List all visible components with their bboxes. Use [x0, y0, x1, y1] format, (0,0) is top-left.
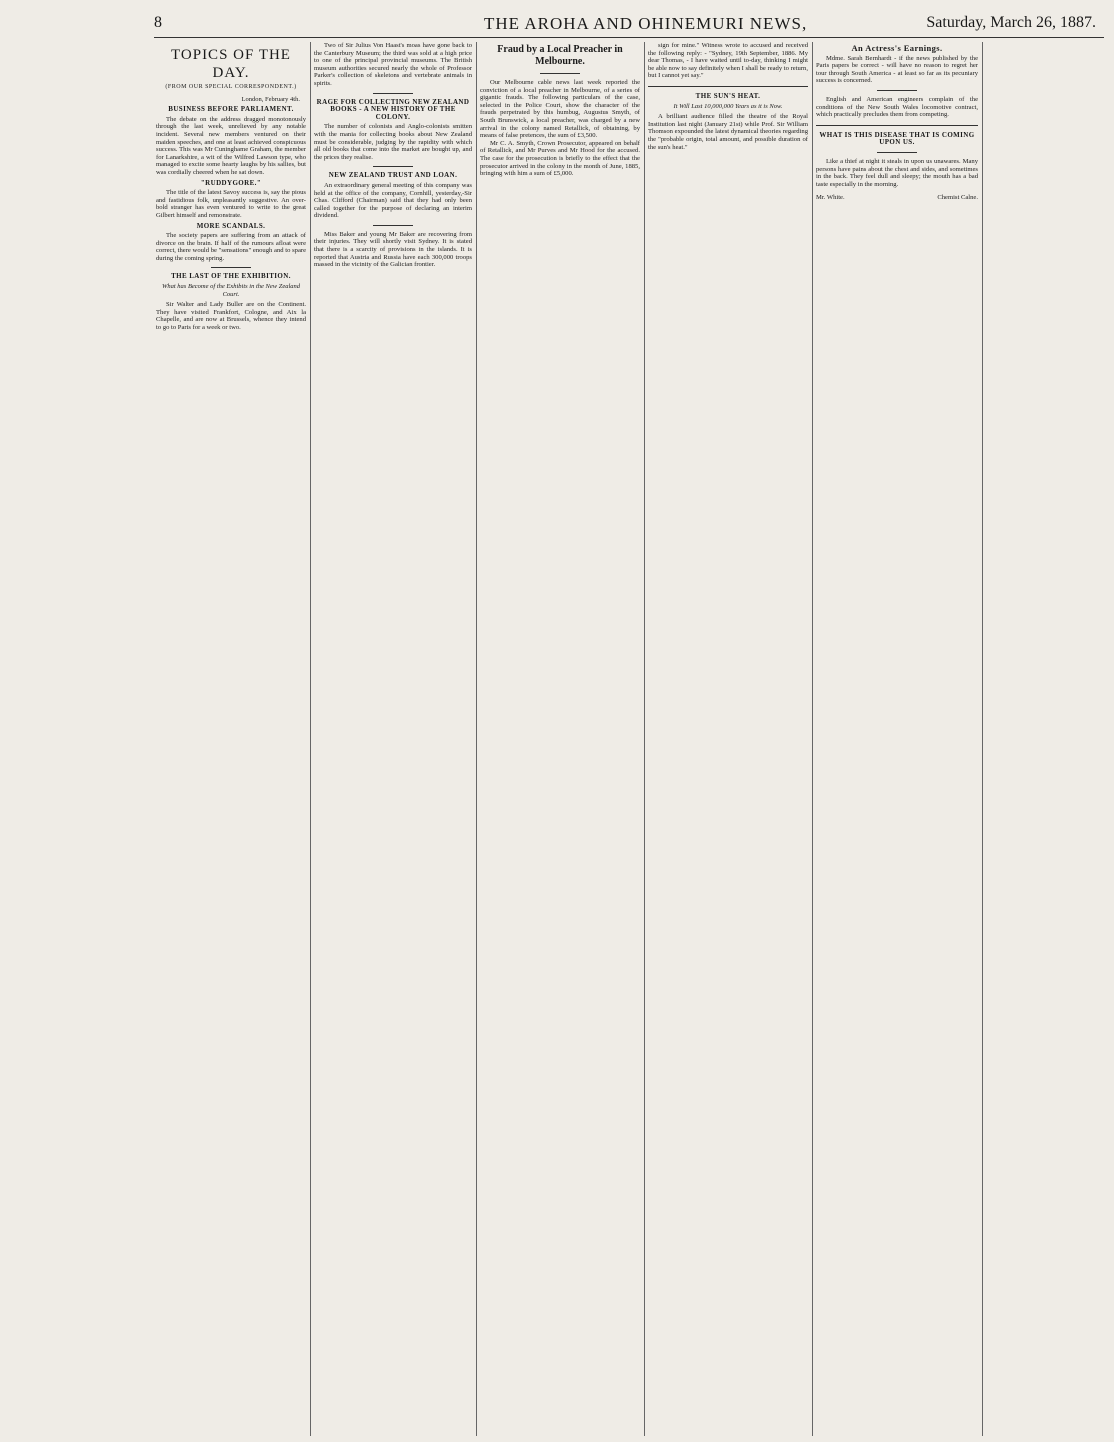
column-rule: [644, 42, 645, 1436]
article-paragraph: sign for mine." Witness wrote to accused and received the following reply: - "Sydney, 19th September, 1886. My dear Thomas, - I have waited until to-day, thinking I might be able now to say definitely when I shall be ready to return, but I cannot yet say.": [648, 42, 808, 80]
section-divider: [648, 86, 808, 87]
section-divider: [373, 166, 413, 167]
article-paragraph: Mr C. A. Smyth, Crown Prosecutor, appeared on behalf of Retallick, and Mr Purves and Mr Hood for the accused. The case for the prosecution is briefly to the effect that the prosecutor arrived in the colony in the month of June, 1885, bringing with him a sum of £5,000.: [480, 139, 640, 178]
article-heading: An Actress's Earnings.: [851, 43, 943, 53]
article-paragraph: A brilliant audience filled the theatre of the Royal Institution last night (January 21st) while Prof. Sir William Thomson expounded the latest dynamical theories regarding the "probable origin, total amount, and possible duration of the sun's heat.": [648, 113, 808, 151]
newspaper-title: THE AROHA AND OHINEMURI NEWS,: [484, 14, 808, 33]
section-heading: THE SUN'S HEAT.: [695, 91, 761, 100]
article-paragraph: Our Melbourne cable news last week reported the conviction of a local preacher in Melbourne, of a series of gigantic frauds. The following particulars of the case, selected in the Police Court, show the character of the frauds perpetrated by this humbug, Augustus Smyth, of South Brunswick, a local preacher, was charged by a new arrival in the colony named Retallick, of obtaining, by means of false pretences, the sum of £3,500.: [480, 79, 640, 140]
column-4: [648, 42, 808, 1436]
section-heading: NEW ZEALAND TRUST AND LOAN.: [328, 171, 458, 180]
article-paragraph: The title of the latest Savoy success is, say the pious and fastidious folk, unpleasantly suggestive. An over-bold stranger has even ventured to write to the great Gilbert himself and remonstrate.: [156, 189, 306, 219]
signoff-title: Chemist Calne.: [937, 194, 978, 202]
article-heading: Fraud by a Local Preacher in Melbourne.: [497, 44, 623, 67]
topics-heading: TOPICS OF THE DAY.: [171, 47, 291, 81]
article-paragraph: Two of Sir Julius Von Haast's moas have gone back to the Canterbury Museum; the third was sold at a high price to one of the principal provincial museums. The British museum authorities secured nearly the whole of Professor Parker's collection of skeletons and vertebrate animals in spirits.: [314, 42, 472, 87]
masthead: [154, 14, 1104, 36]
article-paragraph: An extraordinary general meeting of this company was held at the office of the company, Cornhill, yesterday,-Sir Chas. Clifford (Chairman) said that they had only been called together for the purpose of declaring an interim dividend.: [314, 181, 472, 220]
column-rule: [812, 42, 813, 1436]
page-number: 8: [154, 14, 162, 31]
masthead-rule: [154, 37, 1104, 38]
section-divider: [211, 267, 251, 268]
article-paragraph: The society papers are suffering from an attack of divorce on the brain. If half of the rumours afloat were correct, there would be "sensations" enough and to spare during the coming spring.: [156, 232, 306, 262]
section-subheading: What has Become of the Exhibits in the New Zealand Court.: [161, 283, 301, 298]
section-subheading: It Will Last 10,000,000 Years as it is Now.: [673, 102, 783, 110]
section-heading: BUSINESS BEFORE PARLIAMENT.: [168, 105, 294, 114]
section-divider: [540, 73, 580, 74]
section-divider: [877, 152, 917, 153]
issue-date: Saturday, March 26, 1887.: [926, 14, 1096, 31]
article-paragraph: Sir Walter and Lady Buller are on the Continent. They have visited Frankfort, Cologne, and Aix la Chapelle, and are now at Brussels, whence they intend to go to Paris for a week or two.: [156, 301, 306, 332]
column-1: [156, 42, 306, 1436]
article-paragraph: Miss Baker and young Mr Baker are recovering from their injuries. They will shortly visit Sydney. It is stated that there is a scarcity of provisions in the islands. It is reported that Austria and Russia have each 300,000 troops massed in the vicinity of the Galician frontier.: [314, 230, 472, 269]
column-rule: [982, 42, 983, 1436]
section-heading: RAGE FOR COLLECTING NEW ZEALAND BOOKS - A NEW HISTORY OF THE COLONY.: [316, 97, 470, 121]
section-heading: "RUDDYGORE.": [200, 178, 262, 187]
section-heading: THE LAST OF THE EXHIBITION.: [171, 272, 291, 281]
column-2: [314, 42, 472, 1436]
section-heading: MORE SCANDALS.: [196, 221, 266, 230]
article-paragraph: The debate on the address dragged monotonously through the last week, unrelieved by any notable incident. Several new members ventured on their maiden speeches, and one at least achieved conspicuous success. This was Mr Cuninghame Graham, the member for Lanarkshire, a wit of the Wilfred Lawson type, who managed to excite some hearty laughs by his sallies, but was cordially cheered when he sat down.: [156, 115, 306, 176]
section-divider: [877, 90, 917, 91]
correspondent-line: (FROM OUR SPECIAL CORRESPONDENT.): [165, 84, 297, 90]
article-paragraph: The number of colonists and Anglo-colonists smitten with the mania for collecting books about New Zealand must be considerable, judging by the rapidity with which all old books that come into the market are bought up, and the prices they realise.: [314, 123, 472, 161]
section-heading: WHAT IS THIS DISEASE THAT IS COMING UPON US.: [819, 130, 975, 147]
signoff-name: Mr. White.: [816, 194, 845, 202]
signoff: [816, 194, 978, 202]
section-divider: [373, 93, 413, 94]
article-paragraph: Like a thief at night it steals in upon us unawares. Many persons have pains about the chest and sides, and sometimes in the back. They feel dull and sleepy; the mouth has a bad taste especially in the morning.: [816, 157, 978, 188]
section-divider: [816, 125, 978, 126]
dateline: London, February 4th.: [241, 95, 300, 103]
article-paragraph: English and American engineers complain of the conditions of the New South Wales locomotive contract, which practically precludes them from competing.: [816, 95, 978, 119]
column-3: [480, 42, 640, 1436]
column-rule: [310, 42, 311, 1436]
section-divider: [373, 225, 413, 226]
article-paragraph: Mdme. Sarah Bernhardt - if the news published by the Paris papers be correct - will have no reason to regret her tour through South America - at least so far as its pecuniary success is concerned.: [816, 54, 978, 85]
column-rule: [476, 42, 477, 1436]
column-5: [816, 42, 978, 1436]
